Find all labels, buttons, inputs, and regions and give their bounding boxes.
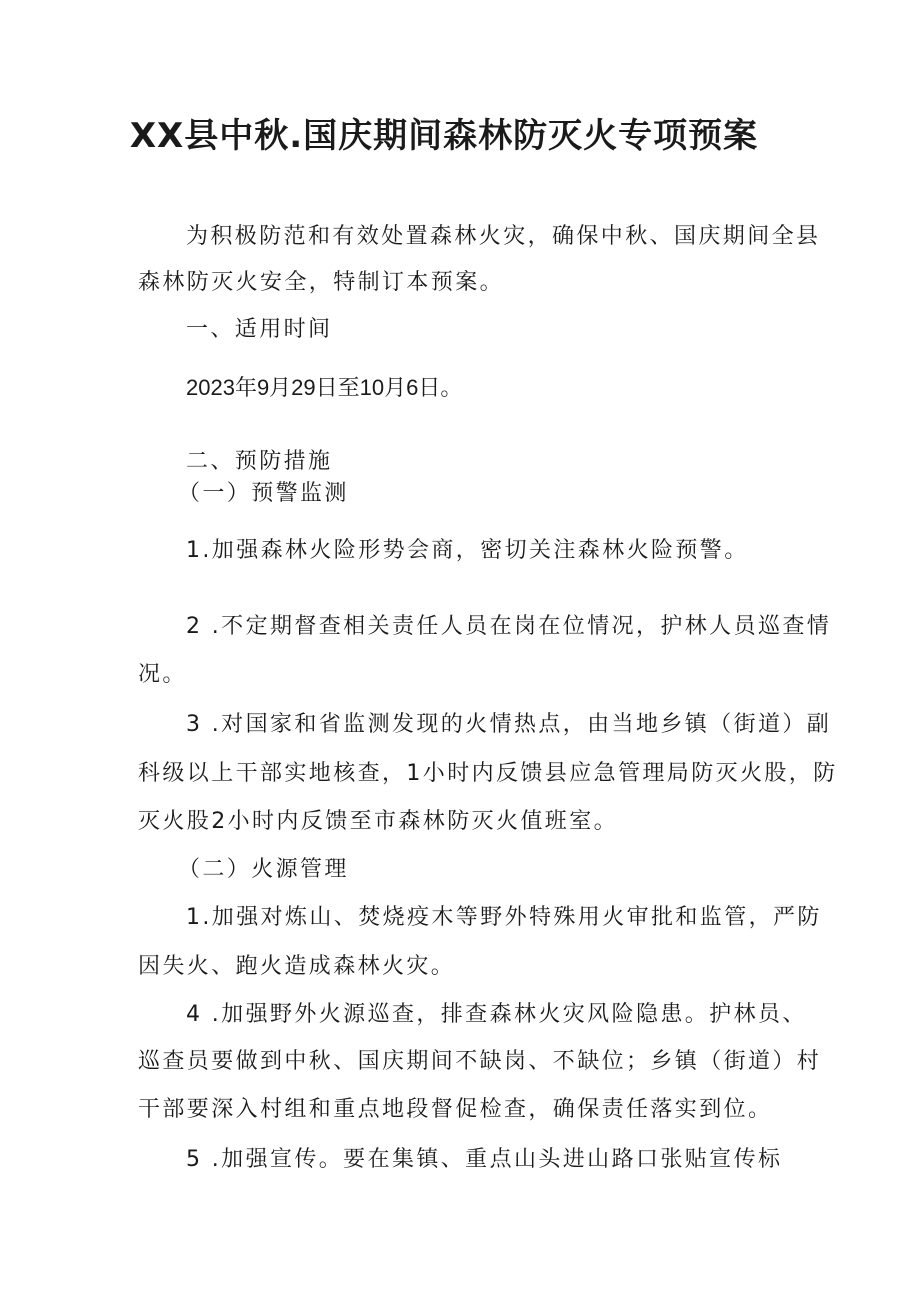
subsection-1-heading: （一）预警监测 bbox=[178, 481, 349, 506]
monitoring-item-3-line-1: 3 .对国家和省监测发现的火情热点，由当地乡镇（街道）副 bbox=[186, 712, 832, 737]
intro-line-2: 森林防灭火安全，特制订本预案。 bbox=[138, 270, 505, 295]
fire-source-item-1-line-2: 因失火、跑火造成森林火灾。 bbox=[138, 954, 456, 979]
section-1-heading: 一、适用时间 bbox=[186, 317, 333, 342]
monitoring-item-2-line-2: 况。 bbox=[138, 662, 187, 687]
applicable-period: 2023年9月29日至10月6日。 bbox=[186, 375, 463, 400]
fire-source-item-4-line-1: 4 .加强野外火源巡查，排查森林火灾风险隐患。护林员、 bbox=[186, 1002, 807, 1027]
document-title: XX县中秋.国庆期间森林防灭火专项预案 bbox=[129, 116, 759, 156]
monitoring-item-2-line-1: 2 .不定期督查相关责任人员在岗在位情况，护林人员巡查情 bbox=[186, 614, 832, 639]
monitoring-item-1: 1.加强森林火险形势会商，密切关注森林火险预警。 bbox=[186, 538, 749, 563]
subsection-2-heading: （二）火源管理 bbox=[178, 857, 349, 882]
section-2-heading: 二、预防措施 bbox=[186, 449, 333, 474]
fire-source-item-1-line-1: 1.加强对炼山、焚烧疫木等野外特殊用火审批和监管，严防 bbox=[186, 905, 822, 930]
intro-line-1: 为积极防范和有效处置森林火灾，确保中秋、国庆期间全县 bbox=[186, 224, 821, 249]
monitoring-item-3-line-3: 灭火股2小时内反馈至市森林防灭火值班室。 bbox=[138, 809, 618, 834]
monitoring-item-3-line-2: 科级以上干部实地核查，1小时内反馈县应急管理局防灭火股，防 bbox=[138, 761, 838, 786]
fire-source-item-4-line-2: 巡查员要做到中秋、国庆期间不缺岗、不缺位；乡镇（街道）村 bbox=[138, 1049, 822, 1074]
fire-source-item-5-line-1: 5 .加强宣传。要在集镇、重点山头进山路口张贴宣传标 bbox=[186, 1147, 783, 1172]
fire-source-item-4-line-3: 干部要深入村组和重点地段督促检查，确保责任落实到位。 bbox=[138, 1097, 773, 1122]
